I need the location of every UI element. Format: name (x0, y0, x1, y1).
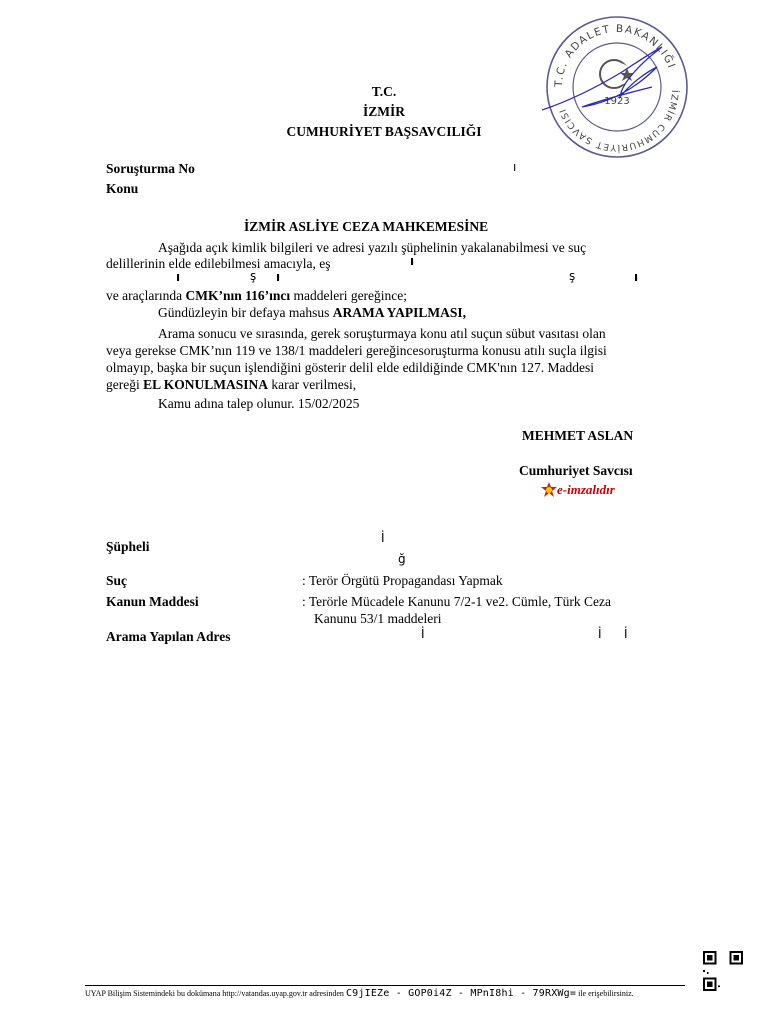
arama-adres-label: Arama Yapılan Adres (106, 629, 231, 644)
redacted-fragment: İ (421, 627, 425, 641)
redacted-fragment: İ (624, 627, 628, 641)
header-office: CUMHURİYET BAŞSAVCILIĞI (286, 124, 482, 139)
seal-ring-text: T.C. ADALET BAKANLIĞI (552, 22, 678, 88)
closing-line: Kamu adına talep olunur. 15/02/2025 (158, 396, 360, 411)
signer-name: MEHMET ASLAN (522, 428, 634, 443)
body-p1-line2: delillerinin elde edilebilmesi amacıyla, eş (106, 256, 331, 271)
suc-label: Suç (106, 573, 128, 588)
footer-verification: UYAP Bilişim Sistemindeki bu dokümana http://vatandas.uyap.gov.tr adresinden C9jIEZe - GOP0i4Z - MPnI8hi - 79RXWg= ile erişebilirsiniz. (85, 988, 634, 999)
header-city: İZMİR (362, 104, 405, 119)
qr-code (703, 951, 743, 991)
redacted-fragment: İ (598, 627, 602, 641)
body-p3-line1: Arama sonucu ve sırasında, gerek soruşturmaya konu atıl suçun sübut vasıtası olan (158, 326, 606, 341)
redacted-fragment: ş (250, 269, 257, 283)
e-signature: e-imzalıdır (541, 481, 615, 499)
body-p3-line4: gereği EL KONULMASINA karar verilmesi, (106, 377, 357, 392)
footer-divider (85, 985, 685, 986)
redacted-fragment: ğ (398, 552, 406, 566)
kanun-maddesi-value-line1: : Terörle Mücadele Kanunu 7/2-1 ve2. Cümle, Türk Ceza (302, 594, 611, 609)
redacted-fragment: ı (634, 270, 639, 284)
seal-ring-text-lower: İZMİR CUMHURİYET SAVCISI (558, 89, 680, 153)
header-tc: T.C. (371, 84, 397, 99)
redacted-fragment: ş (569, 269, 576, 283)
redacted-fragment: ı (176, 270, 181, 284)
sorusturma-no-label: Soruşturma No (106, 161, 195, 176)
supheli-label: Şüpheli (106, 539, 150, 554)
signer-title: Cumhuriyet Savcısı (519, 463, 633, 478)
redacted-fragment: ı (410, 254, 415, 268)
body-p1-line4: ve araçlarında CMK’nın 116’ıncı maddeleri gereğince; (106, 288, 408, 303)
redacted-fragment: ı (276, 270, 281, 284)
kanun-maddesi-label: Kanun Maddesi (106, 594, 199, 609)
redacted-fragment: İ (381, 531, 385, 545)
kanun-maddesi-value-line2: Kanunu 53/1 maddeleri (314, 611, 442, 626)
body-p3-line3: olmayıp, başka bir suçun işlendiğini gösterir delil elde edildiğinde CMK'nın 127. Maddesi (106, 360, 594, 375)
body-p2: Gündüzleyin bir defaya mahsus ARAMA YAPILMASI, (158, 305, 466, 320)
konu-label: Konu (106, 181, 139, 196)
suc-value: : Terör Örgütü Propagandası Yapmak (302, 573, 503, 588)
sorusturma-no-value: ı (513, 160, 517, 174)
e-signature-icon (541, 482, 557, 498)
seal-year: 1923 (604, 96, 630, 107)
addressee: İZMİR ASLİYE CEZA MAHKEMESİNE (244, 219, 489, 234)
verification-code: C9jIEZe - GOP0i4Z - MPnI8hi - 79RXWg= (345, 988, 577, 999)
body-p3-line2: veya gerekse CMK’nın 119 ve 138/1 maddeleri gereğincesoruşturma konusu atılı suçla ilgisi (106, 343, 607, 358)
body-p1-line1: Aşağıda açık kimlik bilgileri ve adresi yazılı şüphelinin yakalanabilmesi ve suç (158, 240, 587, 255)
